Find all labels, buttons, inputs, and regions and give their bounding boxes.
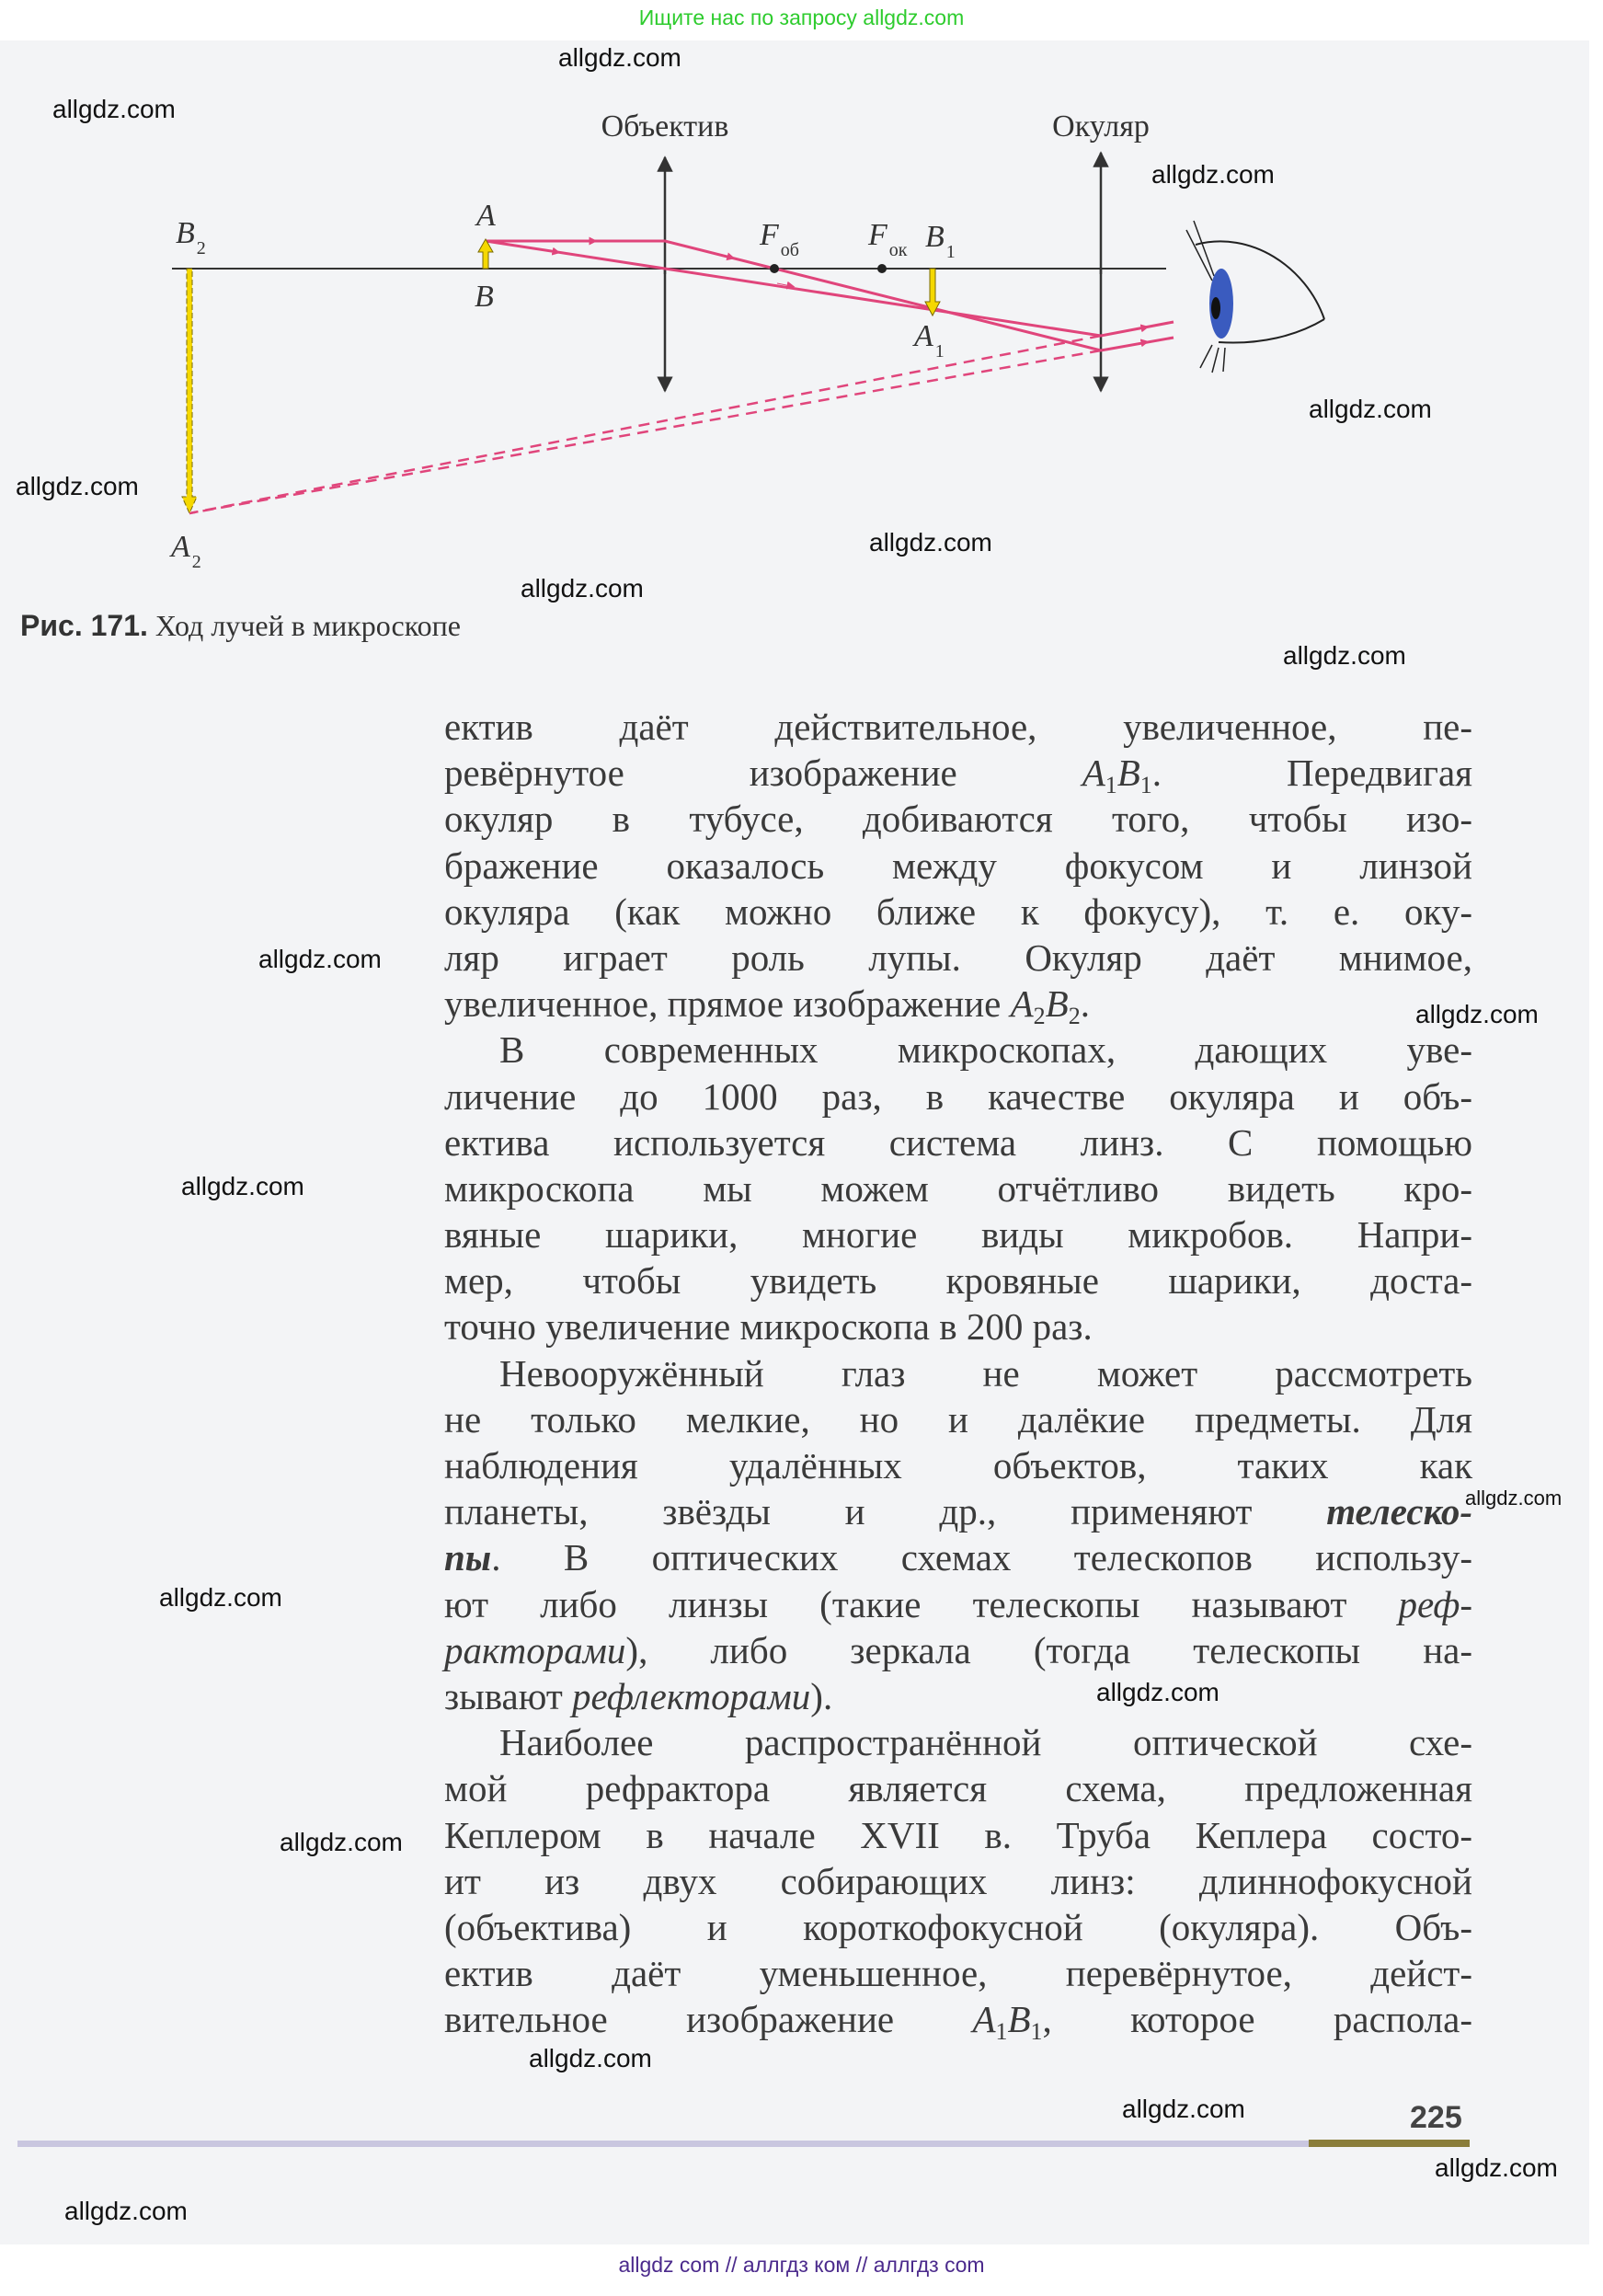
- watermark[interactable]: allgdz.com: [16, 472, 139, 500]
- text-line: [444, 1996, 1472, 2046]
- watermark[interactable]: allgdz.com: [181, 1172, 304, 1200]
- text-segment: телеско-: [1326, 1490, 1472, 1533]
- label-B2: B $_2$: [176, 216, 206, 258]
- watermark[interactable]: allgdz.com: [1283, 641, 1406, 670]
- label-F-ok: F $_{ок}$: [868, 218, 908, 260]
- text-line: [444, 1396, 1472, 1442]
- text-segment: окуляр в тубусе, добиваются того, чтобы изо-: [444, 798, 1472, 841]
- text-line: [444, 1442, 1472, 1488]
- text-segment: бражение оказалось между фокусом и линзой: [444, 844, 1472, 887]
- footer-rule: [17, 2141, 1470, 2147]
- text-line: [444, 1211, 1472, 1257]
- watermark[interactable]: allgdz.com: [1096, 1678, 1219, 1706]
- watermark[interactable]: allgdz.com: [869, 528, 992, 557]
- watermark[interactable]: allgdz.com: [1435, 2153, 1558, 2182]
- watermark[interactable]: allgdz.com: [280, 1828, 403, 1856]
- watermark[interactable]: allgdz.com: [52, 95, 176, 123]
- text-segment: реф-: [1398, 1582, 1472, 1625]
- text-segment: микроскопа мы можем отчётливо видеть кро-: [444, 1166, 1472, 1210]
- label-B: B: [475, 280, 494, 314]
- watermark[interactable]: allgdz.com: [64, 2197, 188, 2225]
- label-F-ob: F $_{об}$: [760, 218, 799, 260]
- text-line: [444, 1673, 1472, 1719]
- text-segment: 1: [995, 2018, 1008, 2046]
- text-segment: , которое распола-: [1042, 1998, 1472, 2041]
- figure-caption-text: Ход лучей в микроскопе: [147, 609, 461, 642]
- text-segment: ракторами: [444, 1628, 626, 1671]
- text-segment: личение до 1000 раз, в качестве окуляра и объ-: [444, 1074, 1472, 1118]
- text-line: [444, 1950, 1472, 1996]
- text-segment: ют либо линзы (такие телескопы называют: [444, 1582, 1399, 1625]
- text-segment: A: [1082, 752, 1105, 795]
- focus-objective-dot: [770, 264, 779, 273]
- text-line: [444, 1534, 1472, 1580]
- text-segment: ектив даёт действительное, увеличенное, пе-: [444, 706, 1472, 748]
- text-segment: рефлекторами: [572, 1674, 811, 1717]
- text-line: [444, 843, 1472, 889]
- figure-caption: [20, 609, 461, 643]
- watermark[interactable]: allgdz.com: [1415, 1000, 1539, 1028]
- text-line: [444, 1303, 1472, 1349]
- text-segment: вительное изображение: [444, 1998, 973, 2041]
- virtual-ray-2: [189, 350, 1101, 513]
- text-line: [444, 981, 1472, 1030]
- watermark[interactable]: allgdz.com: [159, 1583, 282, 1612]
- text-line: [444, 1488, 1472, 1534]
- text-segment: вяные шарики, многие виды микробов. Напри-: [444, 1213, 1472, 1257]
- text-segment: Невооружённый глаз не может рассмотреть: [499, 1351, 1472, 1395]
- text-line: [444, 1027, 1472, 1073]
- ray-center: [486, 241, 1174, 336]
- text-segment: A: [1010, 982, 1034, 1026]
- object-arrow-AB: [478, 239, 493, 269]
- eye-icon: [1186, 221, 1324, 373]
- text-segment: . Передвигая: [1151, 752, 1472, 795]
- text-segment: мой рефрактора является схема, предложенная: [444, 1767, 1472, 1810]
- text-segment: ревёрнутое изображение: [444, 752, 1082, 795]
- text-segment: пы: [444, 1536, 492, 1579]
- text-line: [444, 1257, 1472, 1303]
- footer-banner[interactable]: allgdz com // аллгдз ком // аллгдз com: [618, 2253, 985, 2277]
- text-segment: 2: [1068, 1003, 1081, 1030]
- text-segment: ).: [810, 1674, 833, 1717]
- header-banner[interactable]: Ищите нас по запросу allgdz.com: [638, 6, 965, 29]
- virtual-ray-1: [189, 336, 1101, 513]
- text-segment: Кеплером в начале XVII в. Труба Кеплера состо-: [444, 1813, 1472, 1856]
- text-line: [444, 1073, 1472, 1119]
- text-segment: планеты, звёзды и др., применяют: [444, 1490, 1327, 1533]
- text-line: [444, 1627, 1472, 1673]
- text-line: [444, 796, 1472, 842]
- figure-number: Рис. 171.: [20, 609, 148, 642]
- text-line: [444, 750, 1472, 799]
- text-segment: мер, чтобы увидеть кровяные шарики, доста-: [444, 1259, 1472, 1303]
- eyepiece-label: Окуляр: [1052, 109, 1150, 144]
- page-number: 225: [1410, 2100, 1462, 2135]
- text-segment: зывают: [444, 1674, 573, 1717]
- text-segment: B: [1045, 982, 1069, 1026]
- label-B1: B $_1$: [925, 220, 956, 262]
- text-segment: ит из двух собирающих линз: длиннофокусной: [444, 1859, 1472, 1902]
- watermark[interactable]: allgdz.com: [558, 43, 681, 72]
- text-line: [444, 704, 1472, 750]
- text-line: [444, 1904, 1472, 1950]
- watermark[interactable]: allgdz.com: [529, 2044, 652, 2072]
- body-text: [444, 704, 1472, 2046]
- text-segment: окуляра (как можно ближе к фокусу), т. е. оку-: [444, 890, 1472, 933]
- text-segment: B: [1116, 752, 1140, 795]
- text-line: [444, 889, 1472, 935]
- watermark[interactable]: allgdz.com: [1465, 1487, 1563, 1510]
- text-segment: Наиболее распространённой оптической схе-: [499, 1721, 1472, 1764]
- text-line: [444, 1812, 1472, 1858]
- focus-eyepiece-dot: [877, 264, 887, 273]
- text-line: [444, 1765, 1472, 1811]
- text-segment: точно увеличение микроскопа в 200 раз.: [444, 1305, 1093, 1349]
- microscope-ray-diagram: [0, 0, 1603, 662]
- text-segment: В современных микроскопах, дающих уве-: [499, 1028, 1472, 1072]
- text-segment: не только мелкие, но и далёкие предметы. Для: [444, 1397, 1472, 1441]
- text-segment: 1: [1139, 772, 1152, 799]
- text-segment: ляр играет роль лупы. Окуляр даёт мнимое,: [444, 936, 1472, 979]
- text-line: [444, 1165, 1472, 1211]
- text-line: [444, 935, 1472, 981]
- text-segment: 1: [1105, 772, 1117, 799]
- text-segment: .: [1080, 982, 1090, 1026]
- label-A2: A $_2$: [171, 530, 201, 572]
- watermark[interactable]: allgdz.com: [521, 574, 644, 603]
- watermark[interactable]: allgdz.com: [258, 945, 382, 973]
- text-segment: ), либо зеркала (тогда телескопы на-: [625, 1628, 1472, 1671]
- watermark[interactable]: allgdz.com: [1122, 2095, 1245, 2123]
- label-A1: A $_1$: [914, 319, 945, 362]
- text-line: [444, 1119, 1472, 1165]
- text-segment: ектив даёт уменьшенное, перевёрнутое, дейст-: [444, 1952, 1472, 1995]
- text-segment: A: [972, 1998, 996, 2041]
- watermark[interactable]: allgdz.com: [1309, 395, 1432, 423]
- footer-rule-accent: [1309, 2140, 1470, 2147]
- text-line: [444, 1350, 1472, 1396]
- label-A: A: [476, 199, 496, 233]
- text-segment: . В оптических схемах телескопов использу-: [491, 1536, 1472, 1579]
- text-segment: увеличенное, прямое изображение: [444, 982, 1011, 1026]
- text-segment: ектива используется система линз. С помощью: [444, 1120, 1472, 1164]
- objective-label: Объектив: [601, 109, 729, 144]
- text-segment: 2: [1033, 1003, 1046, 1030]
- text-line: [444, 1719, 1472, 1765]
- text-segment: наблюдения удалённых объектов, таких как: [444, 1444, 1472, 1487]
- text-segment: B: [1007, 1998, 1031, 2041]
- text-line: [444, 1581, 1472, 1627]
- text-segment: 1: [1030, 2018, 1043, 2046]
- text-line: [444, 1858, 1472, 1904]
- text-segment: (объектива) и короткофокусной (окуляра). Объ-: [444, 1905, 1472, 1948]
- image-arrow-A2B2: [182, 269, 197, 513]
- watermark[interactable]: allgdz.com: [1151, 160, 1275, 189]
